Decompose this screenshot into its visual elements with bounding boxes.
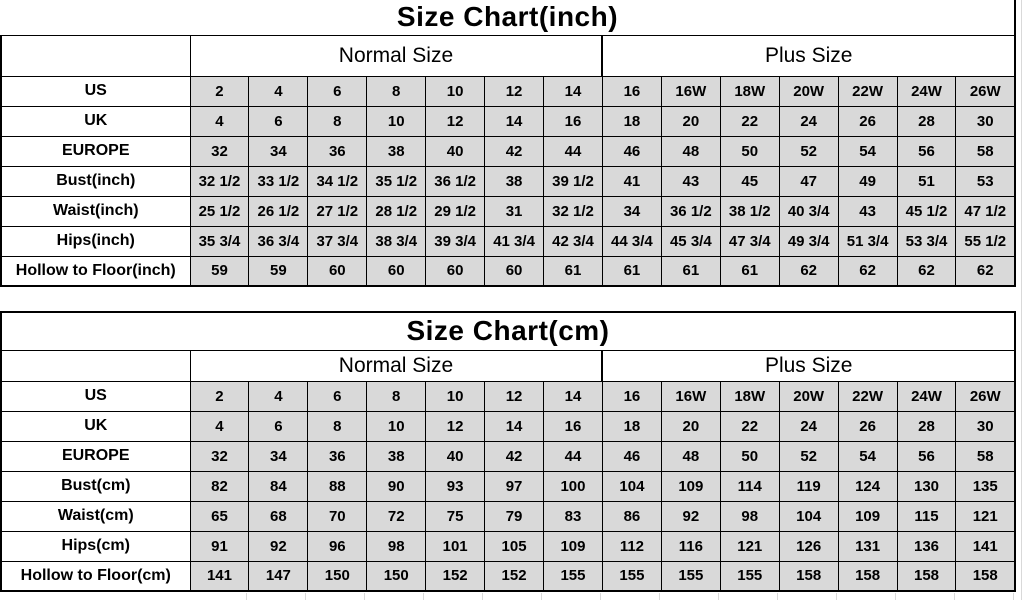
title-row <box>1 0 1015 35</box>
size-value-cell: 53 <box>956 166 1015 196</box>
table-row <box>1 166 1015 196</box>
size-value-cell: 121 <box>956 501 1015 531</box>
size-value-cell: 39 3/4 <box>426 226 485 256</box>
size-value-cell: 91 <box>190 531 249 561</box>
size-value-cell: 49 3/4 <box>779 226 838 256</box>
size-value-cell: 119 <box>779 471 838 501</box>
size-value-cell: 47 <box>779 166 838 196</box>
size-value-cell: 59 <box>249 256 308 286</box>
size-value-cell: 2 <box>190 76 249 106</box>
size-value-cell: 38 3/4 <box>367 226 426 256</box>
size-value-cell: 40 <box>426 441 485 471</box>
size-value-cell: 2 <box>190 381 249 411</box>
size-value-cell: 38 <box>367 136 426 166</box>
size-value-cell: 20 <box>661 106 720 136</box>
size-value-cell: 10 <box>367 411 426 441</box>
size-value-cell: 41 3/4 <box>485 226 544 256</box>
spreadsheet-gridline-bottom <box>188 593 1016 600</box>
size-value-cell: 22 <box>720 411 779 441</box>
size-value-cell: 72 <box>367 501 426 531</box>
size-group-header-row <box>1 350 1015 381</box>
size-value-cell: 147 <box>249 561 308 591</box>
size-value-cell: 58 <box>956 441 1015 471</box>
size-chart-inch-table <box>0 0 1016 287</box>
size-value-cell: 54 <box>838 441 897 471</box>
size-chart-cm-table <box>0 311 1016 592</box>
size-value-cell: 79 <box>485 501 544 531</box>
size-value-cell: 26 1/2 <box>249 196 308 226</box>
size-value-cell: 60 <box>367 256 426 286</box>
size-value-cell: 45 <box>720 166 779 196</box>
size-value-cell: 155 <box>602 561 661 591</box>
table-row <box>1 196 1015 226</box>
size-value-cell: 40 <box>426 136 485 166</box>
size-value-cell: 92 <box>249 531 308 561</box>
size-value-cell: 18 <box>602 411 661 441</box>
size-value-cell: 60 <box>308 256 367 286</box>
size-value-cell: 141 <box>956 531 1015 561</box>
size-value-cell: 34 <box>249 441 308 471</box>
size-value-cell: 18W <box>720 381 779 411</box>
size-value-cell: 32 <box>190 136 249 166</box>
size-value-cell: 6 <box>249 106 308 136</box>
size-value-cell: 4 <box>190 106 249 136</box>
table-row <box>1 411 1015 441</box>
size-value-cell: 22W <box>838 381 897 411</box>
empty-corner-cell <box>1 350 190 381</box>
size-value-cell: 56 <box>897 441 956 471</box>
size-value-cell: 36 <box>308 136 367 166</box>
size-value-cell: 62 <box>838 256 897 286</box>
size-value-cell: 34 1/2 <box>308 166 367 196</box>
size-value-cell: 44 3/4 <box>602 226 661 256</box>
size-value-cell: 6 <box>308 76 367 106</box>
size-value-cell: 14 <box>544 76 603 106</box>
size-value-cell: 62 <box>779 256 838 286</box>
size-value-cell: 16 <box>602 76 661 106</box>
size-value-cell: 6 <box>249 411 308 441</box>
size-value-cell: 100 <box>544 471 603 501</box>
row-label: Bust(inch) <box>1 166 190 196</box>
size-value-cell: 109 <box>661 471 720 501</box>
size-value-cell: 59 <box>190 256 249 286</box>
size-value-cell: 44 <box>544 441 603 471</box>
size-value-cell: 155 <box>544 561 603 591</box>
size-value-cell: 52 <box>779 136 838 166</box>
size-value-cell: 90 <box>367 471 426 501</box>
size-value-cell: 8 <box>367 76 426 106</box>
size-value-cell: 150 <box>367 561 426 591</box>
row-label: Hollow to Floor(inch) <box>1 256 190 286</box>
size-value-cell: 43 <box>838 196 897 226</box>
size-value-cell: 105 <box>485 531 544 561</box>
size-value-cell: 16W <box>661 381 720 411</box>
row-label: Hollow to Floor(cm) <box>1 561 190 591</box>
table-row <box>1 76 1015 106</box>
row-label: Waist(cm) <box>1 501 190 531</box>
size-value-cell: 40 3/4 <box>779 196 838 226</box>
size-value-cell: 49 <box>838 166 897 196</box>
size-value-cell: 27 1/2 <box>308 196 367 226</box>
size-value-cell: 61 <box>544 256 603 286</box>
table-row <box>1 561 1015 591</box>
table-row <box>1 471 1015 501</box>
size-value-cell: 98 <box>367 531 426 561</box>
size-value-cell: 65 <box>190 501 249 531</box>
size-value-cell: 158 <box>779 561 838 591</box>
size-value-cell: 8 <box>308 106 367 136</box>
table-row <box>1 531 1015 561</box>
size-value-cell: 101 <box>426 531 485 561</box>
size-value-cell: 28 1/2 <box>367 196 426 226</box>
size-group-header-row <box>1 35 1015 76</box>
spreadsheet-gridline-right <box>1021 0 1022 600</box>
size-value-cell: 34 <box>602 196 661 226</box>
size-value-cell: 29 1/2 <box>426 196 485 226</box>
size-value-cell: 33 1/2 <box>249 166 308 196</box>
size-value-cell: 12 <box>426 106 485 136</box>
size-value-cell: 16W <box>661 76 720 106</box>
size-value-cell: 93 <box>426 471 485 501</box>
size-value-cell: 68 <box>249 501 308 531</box>
size-value-cell: 98 <box>720 501 779 531</box>
size-value-cell: 42 3/4 <box>544 226 603 256</box>
size-value-cell: 84 <box>249 471 308 501</box>
size-value-cell: 46 <box>602 136 661 166</box>
size-value-cell: 24W <box>897 76 956 106</box>
size-value-cell: 41 <box>602 166 661 196</box>
size-value-cell: 4 <box>249 76 308 106</box>
size-value-cell: 88 <box>308 471 367 501</box>
table-row <box>1 256 1015 286</box>
size-value-cell: 47 3/4 <box>720 226 779 256</box>
table-row <box>1 501 1015 531</box>
size-value-cell: 38 <box>367 441 426 471</box>
size-value-cell: 47 1/2 <box>956 196 1015 226</box>
size-value-cell: 86 <box>602 501 661 531</box>
size-value-cell: 45 3/4 <box>661 226 720 256</box>
size-value-cell: 38 <box>485 166 544 196</box>
size-chart-inch-body <box>1 76 1015 286</box>
size-value-cell: 38 1/2 <box>720 196 779 226</box>
size-value-cell: 42 <box>485 441 544 471</box>
size-value-cell: 6 <box>308 381 367 411</box>
size-value-cell: 158 <box>838 561 897 591</box>
size-value-cell: 30 <box>956 411 1015 441</box>
size-value-cell: 109 <box>544 531 603 561</box>
empty-corner-cell <box>1 35 190 76</box>
size-value-cell: 34 <box>249 136 308 166</box>
size-value-cell: 135 <box>956 471 1015 501</box>
size-value-cell: 48 <box>661 441 720 471</box>
size-value-cell: 31 <box>485 196 544 226</box>
size-value-cell: 37 3/4 <box>308 226 367 256</box>
size-value-cell: 26 <box>838 106 897 136</box>
size-value-cell: 43 <box>661 166 720 196</box>
table-row <box>1 136 1015 166</box>
size-chart-inch-title: Size Chart(inch) <box>1 0 1015 35</box>
size-value-cell: 126 <box>779 531 838 561</box>
size-value-cell: 20W <box>779 76 838 106</box>
size-value-cell: 116 <box>661 531 720 561</box>
size-value-cell: 10 <box>426 381 485 411</box>
size-value-cell: 20W <box>779 381 838 411</box>
size-value-cell: 60 <box>426 256 485 286</box>
size-value-cell: 22W <box>838 76 897 106</box>
row-label: EUROPE <box>1 136 190 166</box>
table-row <box>1 106 1015 136</box>
size-value-cell: 8 <box>308 411 367 441</box>
size-value-cell: 51 3/4 <box>838 226 897 256</box>
size-value-cell: 18 <box>602 106 661 136</box>
size-value-cell: 109 <box>838 501 897 531</box>
size-value-cell: 32 1/2 <box>544 196 603 226</box>
size-value-cell: 26W <box>956 76 1015 106</box>
size-value-cell: 131 <box>838 531 897 561</box>
size-value-cell: 26W <box>956 381 1015 411</box>
size-value-cell: 50 <box>720 441 779 471</box>
row-label: Waist(inch) <box>1 196 190 226</box>
size-value-cell: 24 <box>779 411 838 441</box>
size-value-cell: 35 1/2 <box>367 166 426 196</box>
row-label: UK <box>1 106 190 136</box>
size-value-cell: 104 <box>779 501 838 531</box>
size-value-cell: 58 <box>956 136 1015 166</box>
size-value-cell: 152 <box>426 561 485 591</box>
size-value-cell: 12 <box>426 411 485 441</box>
size-value-cell: 60 <box>485 256 544 286</box>
size-value-cell: 14 <box>544 381 603 411</box>
size-chart-cm-title: Size Chart(cm) <box>1 312 1015 350</box>
size-value-cell: 18W <box>720 76 779 106</box>
size-value-cell: 36 1/2 <box>661 196 720 226</box>
size-value-cell: 92 <box>661 501 720 531</box>
size-value-cell: 42 <box>485 136 544 166</box>
size-value-cell: 44 <box>544 136 603 166</box>
size-value-cell: 158 <box>956 561 1015 591</box>
size-value-cell: 16 <box>544 106 603 136</box>
size-value-cell: 53 3/4 <box>897 226 956 256</box>
size-value-cell: 32 <box>190 441 249 471</box>
size-value-cell: 36 <box>308 441 367 471</box>
size-chart-cm-body <box>1 381 1015 591</box>
size-value-cell: 55 1/2 <box>956 226 1015 256</box>
size-value-cell: 25 1/2 <box>190 196 249 226</box>
size-value-cell: 20 <box>661 411 720 441</box>
size-value-cell: 28 <box>897 411 956 441</box>
size-value-cell: 130 <box>897 471 956 501</box>
size-value-cell: 155 <box>720 561 779 591</box>
size-value-cell: 10 <box>426 76 485 106</box>
size-value-cell: 115 <box>897 501 956 531</box>
size-value-cell: 62 <box>897 256 956 286</box>
size-value-cell: 83 <box>544 501 603 531</box>
size-value-cell: 61 <box>661 256 720 286</box>
table-row <box>1 381 1015 411</box>
size-value-cell: 46 <box>602 441 661 471</box>
size-chart-cm-section <box>0 311 1016 592</box>
size-value-cell: 51 <box>897 166 956 196</box>
size-value-cell: 82 <box>190 471 249 501</box>
size-value-cell: 26 <box>838 411 897 441</box>
size-value-cell: 24 <box>779 106 838 136</box>
size-value-cell: 136 <box>897 531 956 561</box>
table-row <box>1 226 1015 256</box>
size-value-cell: 56 <box>897 136 956 166</box>
row-label: Hips(inch) <box>1 226 190 256</box>
size-value-cell: 61 <box>602 256 661 286</box>
size-value-cell: 4 <box>249 381 308 411</box>
size-value-cell: 32 1/2 <box>190 166 249 196</box>
row-label: US <box>1 76 190 106</box>
size-value-cell: 150 <box>308 561 367 591</box>
normal-size-header: Normal Size <box>190 35 602 76</box>
size-value-cell: 8 <box>367 381 426 411</box>
title-row <box>1 312 1015 350</box>
size-value-cell: 48 <box>661 136 720 166</box>
row-label: Hips(cm) <box>1 531 190 561</box>
size-value-cell: 36 1/2 <box>426 166 485 196</box>
row-label: US <box>1 381 190 411</box>
size-value-cell: 4 <box>190 411 249 441</box>
size-value-cell: 45 1/2 <box>897 196 956 226</box>
size-value-cell: 121 <box>720 531 779 561</box>
size-value-cell: 155 <box>661 561 720 591</box>
size-value-cell: 14 <box>485 106 544 136</box>
size-value-cell: 12 <box>485 381 544 411</box>
size-value-cell: 30 <box>956 106 1015 136</box>
size-chart-inch-section <box>0 0 1016 287</box>
size-value-cell: 112 <box>602 531 661 561</box>
size-value-cell: 28 <box>897 106 956 136</box>
size-value-cell: 141 <box>190 561 249 591</box>
size-value-cell: 54 <box>838 136 897 166</box>
size-value-cell: 62 <box>956 256 1015 286</box>
row-label: EUROPE <box>1 441 190 471</box>
size-value-cell: 158 <box>897 561 956 591</box>
size-value-cell: 70 <box>308 501 367 531</box>
size-value-cell: 75 <box>426 501 485 531</box>
size-value-cell: 14 <box>485 411 544 441</box>
size-value-cell: 104 <box>602 471 661 501</box>
size-value-cell: 152 <box>485 561 544 591</box>
size-value-cell: 61 <box>720 256 779 286</box>
size-value-cell: 50 <box>720 136 779 166</box>
size-value-cell: 22 <box>720 106 779 136</box>
normal-size-header: Normal Size <box>190 350 602 381</box>
size-value-cell: 52 <box>779 441 838 471</box>
size-value-cell: 10 <box>367 106 426 136</box>
size-value-cell: 97 <box>485 471 544 501</box>
size-value-cell: 124 <box>838 471 897 501</box>
table-row <box>1 441 1015 471</box>
size-value-cell: 16 <box>602 381 661 411</box>
row-label: Bust(cm) <box>1 471 190 501</box>
size-value-cell: 35 3/4 <box>190 226 249 256</box>
size-value-cell: 114 <box>720 471 779 501</box>
size-value-cell: 39 1/2 <box>544 166 603 196</box>
size-value-cell: 96 <box>308 531 367 561</box>
plus-size-header: Plus Size <box>602 35 1015 76</box>
size-value-cell: 24W <box>897 381 956 411</box>
size-value-cell: 16 <box>544 411 603 441</box>
plus-size-header: Plus Size <box>602 350 1015 381</box>
size-value-cell: 12 <box>485 76 544 106</box>
row-label: UK <box>1 411 190 441</box>
size-value-cell: 36 3/4 <box>249 226 308 256</box>
